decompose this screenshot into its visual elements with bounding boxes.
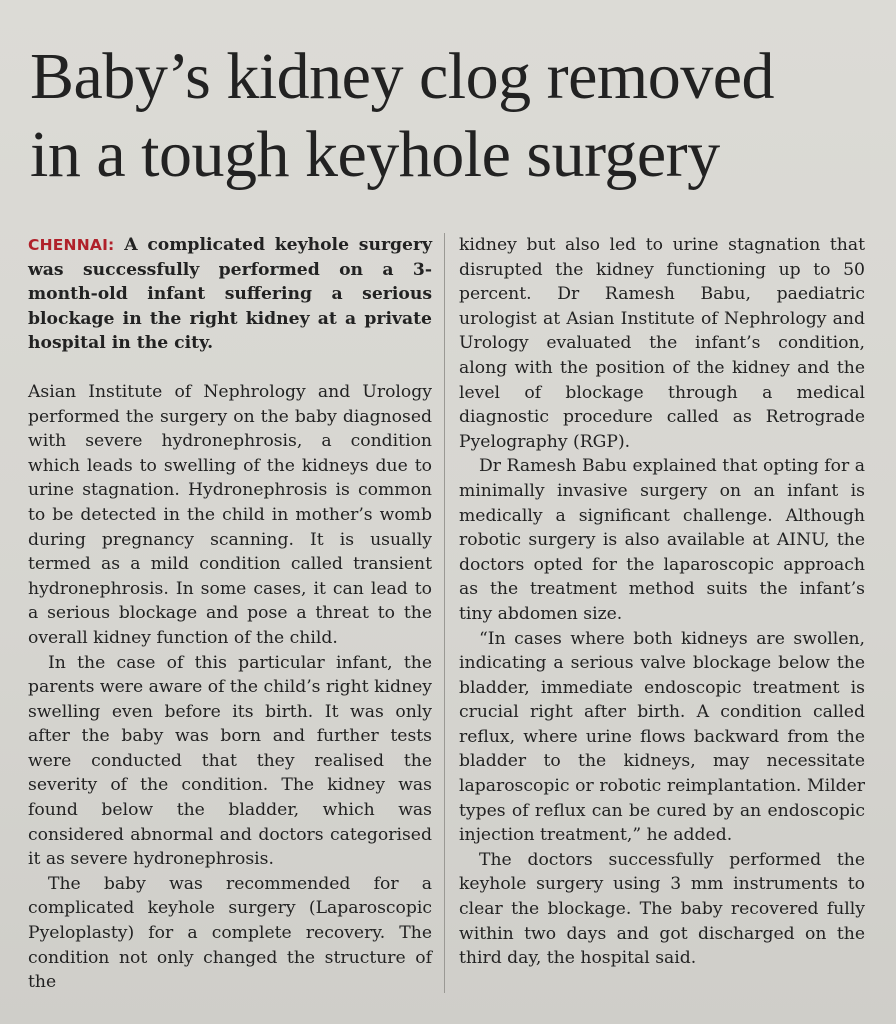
- body-paragraph: The doctors successfully performed the keyhole surgery using 3 mm instruments to clear the blockage. The baby recovered fully within two days and got discharged on the third day, the hospital said.: [459, 849, 865, 969]
- body-paragraph: Dr Ramesh Babu explained that opting for a minimally invasive surgery on an infant is medically a significant challenge. Although robotic surgery is also available at AINU, the doctors opted for the laparoscopic approach as the treatment method suits the infant’s tiny abdomen size.: [459, 456, 865, 624]
- dateline: CHENNAI:: [28, 236, 115, 254]
- column-divider: [444, 233, 445, 993]
- lede-text: A complicated keyhole surgery was successfully performed on a 3-month-old infant suffering a serious blockage in the right kidney at a private hospital in the city.: [28, 235, 433, 354]
- body-paragraph: “In cases where both kidneys are swollen, indicating a serious valve blockage below the bladder, immediate endoscopic treatment is crucial right after birth. A condition called reflux, where urine flows backward from the bladder to the kidneys, may necessitate laparoscopic or robotic reimplantation. Milder types of reflux can be cured by an endoscopic injection treatment,” he added.: [459, 628, 865, 846]
- headline: [30, 38, 870, 194]
- body-paragraph: The baby was recommended for a complicated keyhole surgery (Laparoscopic Pyeloplasty) for a complete recovery. The condition not only changed the structure of the: [28, 873, 432, 993]
- column-left: [28, 233, 432, 995]
- headline-line-1: Baby’s kidney clog removed: [30, 40, 775, 113]
- body-paragraph: In the case of this particular infant, the parents were aware of the child’s right kidney swelling even before its birth. It was only after the baby was born and further tests were conducted that they realised the severity of the condition. The kidney was found below the bladder, which was considered abnormal and doctors categorised it as severe hydronephrosis.: [28, 652, 432, 870]
- headline-line-2: in a tough keyhole surgery: [30, 118, 720, 191]
- body-paragraph: Asian Institute of Nephrology and Urology performed the surgery on the baby diagnosed with severe hydronephrosis, a condition which leads to swelling of the kidneys due to urine stagnation. Hydronephrosis is common to be detected in the child in mother’s womb during pregnancy scanning. It is usually termed as a mild condition called transient hydronephrosis. In some cases, it can lead to a serious blockage and pose a threat to the overall kidney function of the child.: [28, 381, 432, 648]
- lede-paragraph: [28, 233, 432, 356]
- column-right: [459, 233, 865, 971]
- body-paragraph: kidney but also led to urine stagnation that disrupted the kidney functioning up to 50 percent. Dr Ramesh Babu, paediatric urologist at Asian Institute of Nephrology and Urology evaluated the infant’s condition, along with the position of the kidney and the level of blockage through a medical diagnostic procedure called as Retrograde Pyelography (RGP).: [459, 235, 865, 452]
